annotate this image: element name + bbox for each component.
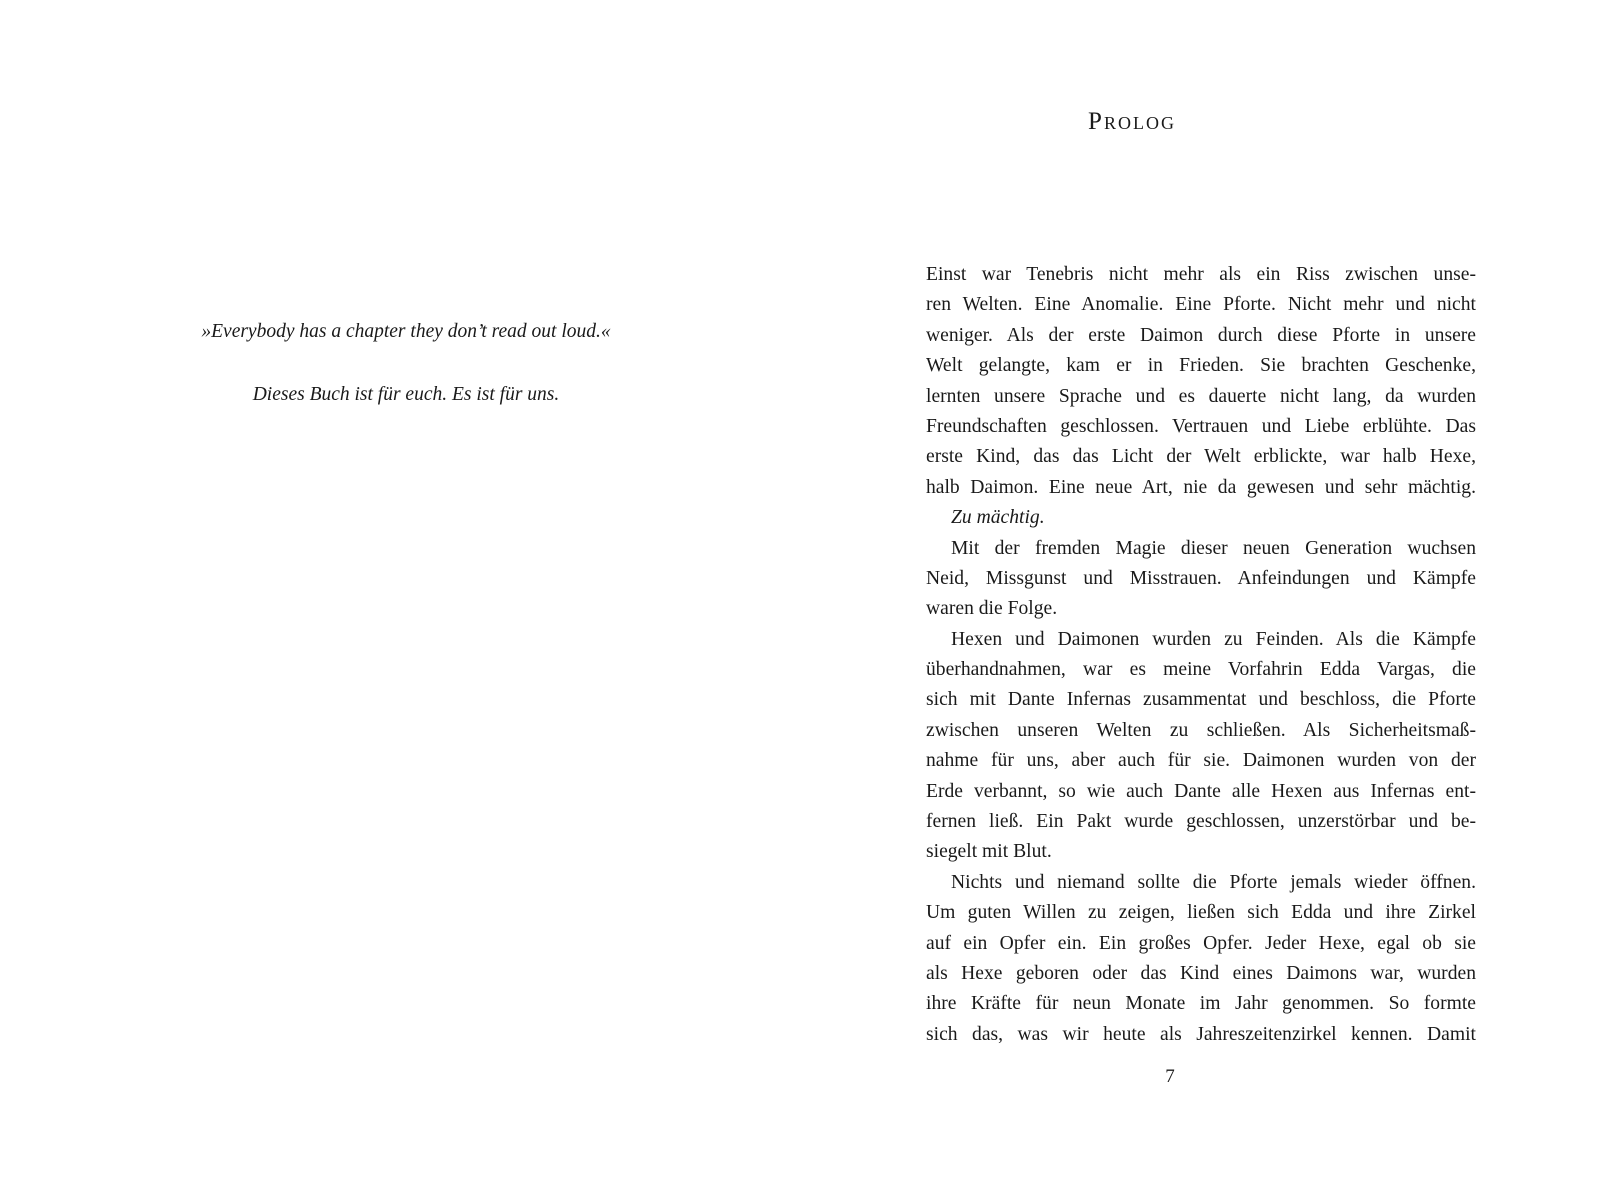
text-line: lernten unsere Sprache und es dauerte nicht lang, da wurden (926, 385, 1476, 407)
text-line: Neid, Missgunst und Misstrauen. Anfeindungen und Kämpfe (926, 567, 1476, 589)
text-line: als Hexe geboren oder das Kind eines Daimons war, wurden (926, 962, 1476, 984)
text-line: überhandnahmen, war es meine Vorfahrin Edda Vargas, die (926, 659, 1476, 681)
text-line: Um guten Willen zu zeigen, ließen sich Edda und ihre Zirkel (926, 902, 1476, 924)
text-line: Nichts und niemand sollte die Pforte jemals wieder öffnen. (951, 871, 1476, 893)
text-line: erste Kind, das das Licht der Welt erblickte, war halb Hexe, (926, 446, 1476, 468)
text-line: Freundschaften geschlossen. Vertrauen und Liebe erblühte. Das (926, 415, 1476, 437)
epigraph: »Everybody has a chapter they don’t read out loud.« (201, 321, 611, 342)
text-line: Einst war Tenebris nicht mehr als ein Riss zwischen unse- (926, 264, 1476, 285)
text-line: ren Welten. Eine Anomalie. Eine Pforte. Nicht mehr und nicht (926, 294, 1476, 316)
text-line: auf ein Opfer ein. Ein großes Opfer. Jeder Hexe, egal ob sie (926, 932, 1476, 954)
text-line: nahme für uns, aber auch für sie. Daimonen wurden von der (926, 750, 1476, 772)
text-line: ihre Kräfte für neun Monate im Jahr genommen. So formte (926, 993, 1476, 1015)
text-line: weniger. Als der erste Daimon durch diese Pforte in unsere (926, 324, 1476, 346)
text-line: Mit der fremden Magie dieser neuen Generation wuchsen (951, 537, 1476, 559)
text-line: sich das, was wir heute als Jahreszeitenzirkel kennen. Damit (926, 1023, 1476, 1045)
right-page (800, 0, 1600, 1186)
dedication: Dieses Buch ist für euch. Es ist für uns. (252, 384, 560, 405)
text-line: waren die Folge. (926, 598, 1058, 620)
text-line: zwischen unseren Welten zu schließen. Als Sicherheitsmaß- (926, 719, 1476, 741)
text-line: Hexen und Daimonen wurden zu Feinden. Als die Kämpfe (951, 628, 1476, 650)
page-number: 7 (1165, 1066, 1175, 1087)
text-line: Welt gelangte, kam er in Frieden. Sie brachten Geschenke, (926, 355, 1476, 377)
body-text (926, 260, 1476, 1050)
chapter-title: Prolog (1088, 108, 1176, 135)
text-line: Zu mächtig. (951, 507, 1045, 529)
text-line: fernen ließ. Ein Pakt wurde geschlossen, unzerstörbar und be- (926, 811, 1476, 833)
text-line: siegelt mit Blut. (926, 841, 1052, 863)
text-line: Erde verbannt, so wie auch Dante alle Hexen aus Infernas ent- (926, 780, 1476, 802)
text-line: sich mit Dante Infernas zusammentat und beschloss, die Pforte (926, 689, 1476, 711)
text-line: halb Daimon. Eine neue Art, nie da gewesen und sehr mächtig. (926, 476, 1476, 498)
